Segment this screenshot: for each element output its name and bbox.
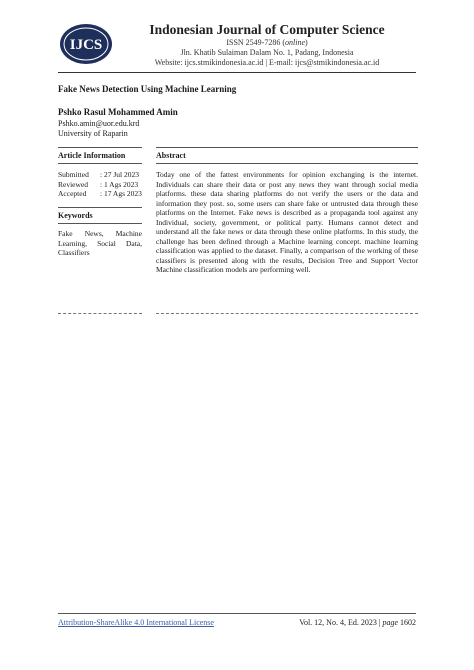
info-bottom-rule	[58, 313, 142, 314]
logo-text: IJCS	[69, 37, 103, 53]
keywords-heading-rule	[58, 223, 142, 224]
keywords-text: Fake News, Machine Learning, Social Data, Classifiers	[58, 229, 142, 257]
abstract-heading: Abstract	[156, 151, 186, 160]
abstract-text: Today one of the fattest environments for opinion exchanging is the internet. Individuals can share their data or post any news they want through social media platforms. these data sharing platforms do not verify the users or the data and information they post. so, some users can share fake or untrusted data through these platforms on the Internet. Fake news is described as a propaganda tool against any Individual, society, government, or political party. Humans cannot detect and understand all the fake news or data through these online platforms. In this study, the challenge has been defined through a Machine learning concept. machine learning classification was applied to the dataset. Finally, a comparison of the working of these classifiers is presented along with the results, Decision Tree and Support Vector Machine classification models are performing well.	[156, 170, 418, 274]
header-rule	[58, 72, 416, 73]
author-email: Pshko.amin@uor.edu.krd	[58, 119, 140, 128]
journal-website: Website: ijcs.stmikindonesia.ac.id | E-mail: ijcs@stmikindonesia.ac.id	[154, 58, 380, 67]
info-heading-rule	[58, 163, 142, 164]
date-reviewed: Reviewed : 1 Ags 2023	[58, 179, 139, 189]
footer-rule	[58, 613, 416, 614]
abstract-bottom-rule	[156, 313, 418, 314]
journal-logo	[58, 22, 114, 66]
author-affiliation: University of Raparin	[58, 129, 128, 138]
journal-address: Jln. Khatib Sulaiman Dalam No. 1, Padang, Indonesia	[180, 48, 354, 57]
volume-info: Vol. 12, No. 4, Ed. 2023 | page 1602	[299, 618, 416, 627]
abstract-top-rule	[156, 147, 418, 148]
journal-title: Indonesian Journal of Computer Science	[149, 22, 385, 37]
info-top-rule	[58, 147, 142, 148]
paper-title: Fake News Detection Using Machine Learning	[58, 84, 237, 94]
license-link[interactable]: Attribution-ShareAlike 4.0 International License	[58, 618, 214, 627]
journal-issn: ISSN 2549-7286 (online)	[226, 38, 308, 47]
date-accepted: Accepted : 17 Ags 2023	[58, 189, 142, 198]
article-info-heading: Article Information	[58, 151, 126, 160]
keywords-top-rule	[58, 207, 142, 208]
abstract-heading-rule	[156, 163, 418, 164]
author-name: Pshko Rasul Mohammed Amin	[58, 107, 178, 117]
keywords-heading: Keywords	[58, 211, 93, 220]
article-dates	[58, 170, 142, 199]
date-submitted: Submitted : 27 Jul 2023	[58, 170, 139, 179]
